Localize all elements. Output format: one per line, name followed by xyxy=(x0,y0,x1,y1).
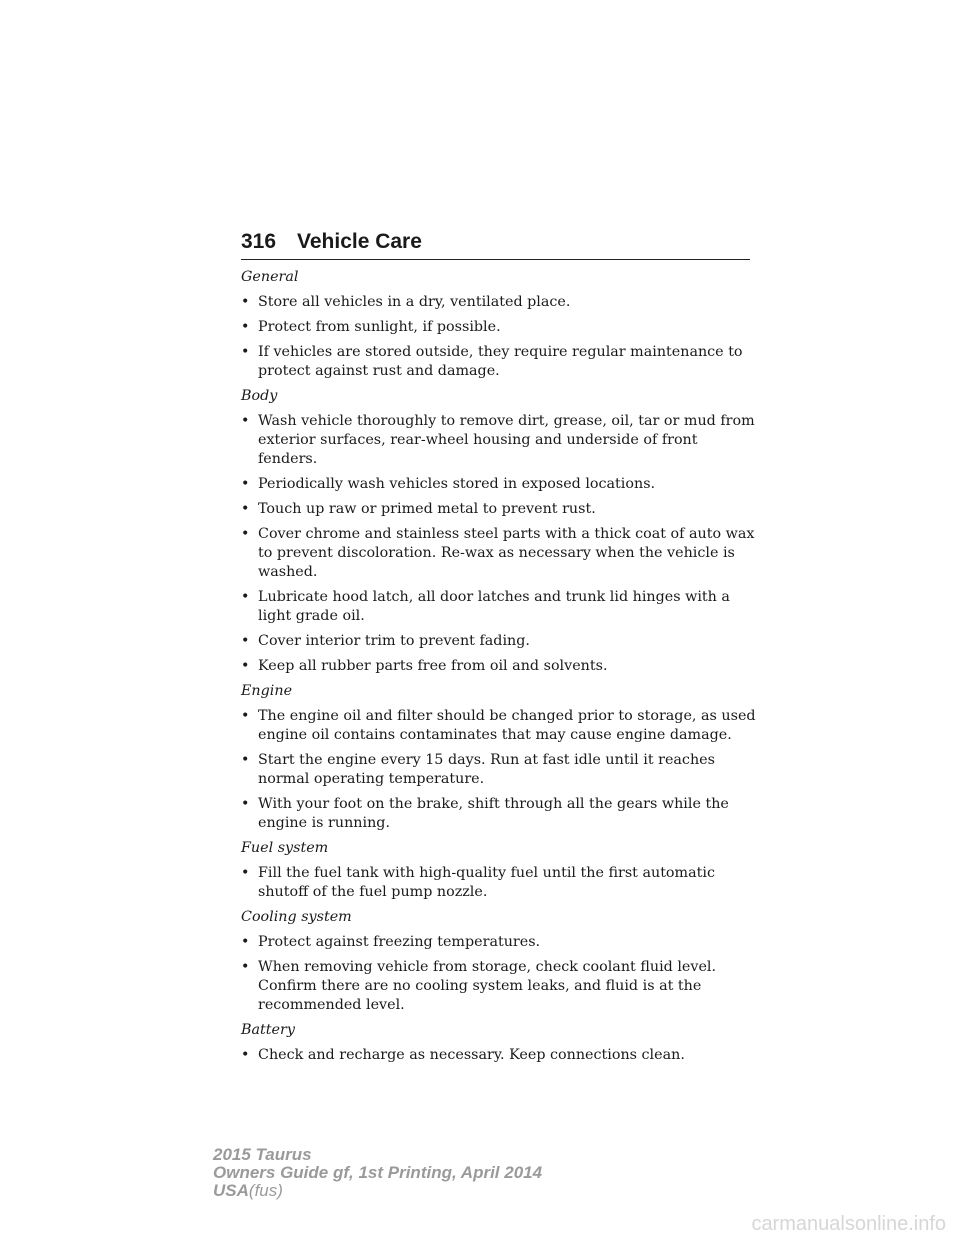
bullet-item: • When removing vehicle from storage, check coolant fluid level. Confirm there are no cooling system leaks, and fluid is at the recommended level. xyxy=(241,958,761,1015)
bullet-item: • Store all vehicles in a dry, ventilated place. xyxy=(241,293,761,312)
footer-region xyxy=(213,1182,542,1200)
section-engine xyxy=(241,682,761,833)
bullet-item: • Keep all rubber parts free from oil and solvents. xyxy=(241,657,761,676)
bullet-item: • Protect from sunlight, if possible. xyxy=(241,318,761,337)
bullet-item: • Fill the fuel tank with high-quality fuel until the first automatic shutoff of the fuel pump nozzle. xyxy=(241,864,761,902)
bullet-item: • Wash vehicle thoroughly to remove dirt, grease, oil, tar or mud from exterior surfaces, rear-wheel housing and underside of front fenders. xyxy=(241,412,761,469)
bullet-item: • Protect against freezing temperatures. xyxy=(241,933,761,952)
footer-region-code: (fus) xyxy=(248,1181,283,1200)
watermark: carmanualsonline.info xyxy=(751,1213,946,1235)
bullet-list xyxy=(241,933,761,1015)
footer-guide-info: Owners Guide gf, 1st Printing, April 2014 xyxy=(213,1163,543,1182)
bullet-item: • Periodically wash vehicles stored in exposed locations. xyxy=(241,475,761,494)
section-body xyxy=(241,387,761,676)
footer-region-main: USA xyxy=(213,1181,249,1200)
bullet-item: • If vehicles are stored outside, they require regular maintenance to protect against rust and damage. xyxy=(241,343,761,381)
bullet-item: • The engine oil and filter should be changed prior to storage, as used engine oil contains contaminates that may cause engine damage. xyxy=(241,707,761,745)
bullet-list xyxy=(241,864,761,902)
page-number: 316 xyxy=(241,230,277,253)
section-heading: Body xyxy=(241,388,278,404)
section-fuel-system xyxy=(241,839,761,902)
bullet-item: • Check and recharge as necessary. Keep connections clean. xyxy=(241,1046,761,1065)
section-battery xyxy=(241,1021,761,1065)
section-heading: Fuel system xyxy=(241,840,329,856)
bullet-list xyxy=(241,293,761,381)
bullet-item: • Cover chrome and stainless steel parts with a thick coat of auto wax to prevent discoloration. Re-wax as necessary when the vehicle is washed. xyxy=(241,525,761,582)
section-cooling-system xyxy=(241,908,761,1015)
header-divider xyxy=(241,259,750,260)
section-heading: Cooling system xyxy=(241,909,352,925)
document-footer xyxy=(213,1146,542,1200)
section-title: Vehicle Care xyxy=(297,230,422,253)
section-general xyxy=(241,268,761,381)
bullet-item: • Touch up raw or primed metal to prevent rust. xyxy=(241,500,761,519)
bullet-list xyxy=(241,412,761,676)
section-heading: Engine xyxy=(241,683,293,699)
section-heading: Battery xyxy=(241,1022,295,1038)
footer-model: 2015 Taurus xyxy=(213,1145,312,1164)
page-content xyxy=(241,268,761,1071)
section-heading: General xyxy=(241,269,299,285)
bullet-item: • Start the engine every 15 days. Run at fast idle until it reaches normal operating temperature. xyxy=(241,751,761,789)
bullet-list xyxy=(241,1046,761,1065)
page-header xyxy=(241,228,750,260)
bullet-item: • Cover interior trim to prevent fading. xyxy=(241,632,761,651)
bullet-item: • Lubricate hood latch, all door latches and trunk lid hinges with a light grade oil. xyxy=(241,588,761,626)
bullet-item: • With your foot on the brake, shift through all the gears while the engine is running. xyxy=(241,795,761,833)
bullet-list xyxy=(241,707,761,833)
